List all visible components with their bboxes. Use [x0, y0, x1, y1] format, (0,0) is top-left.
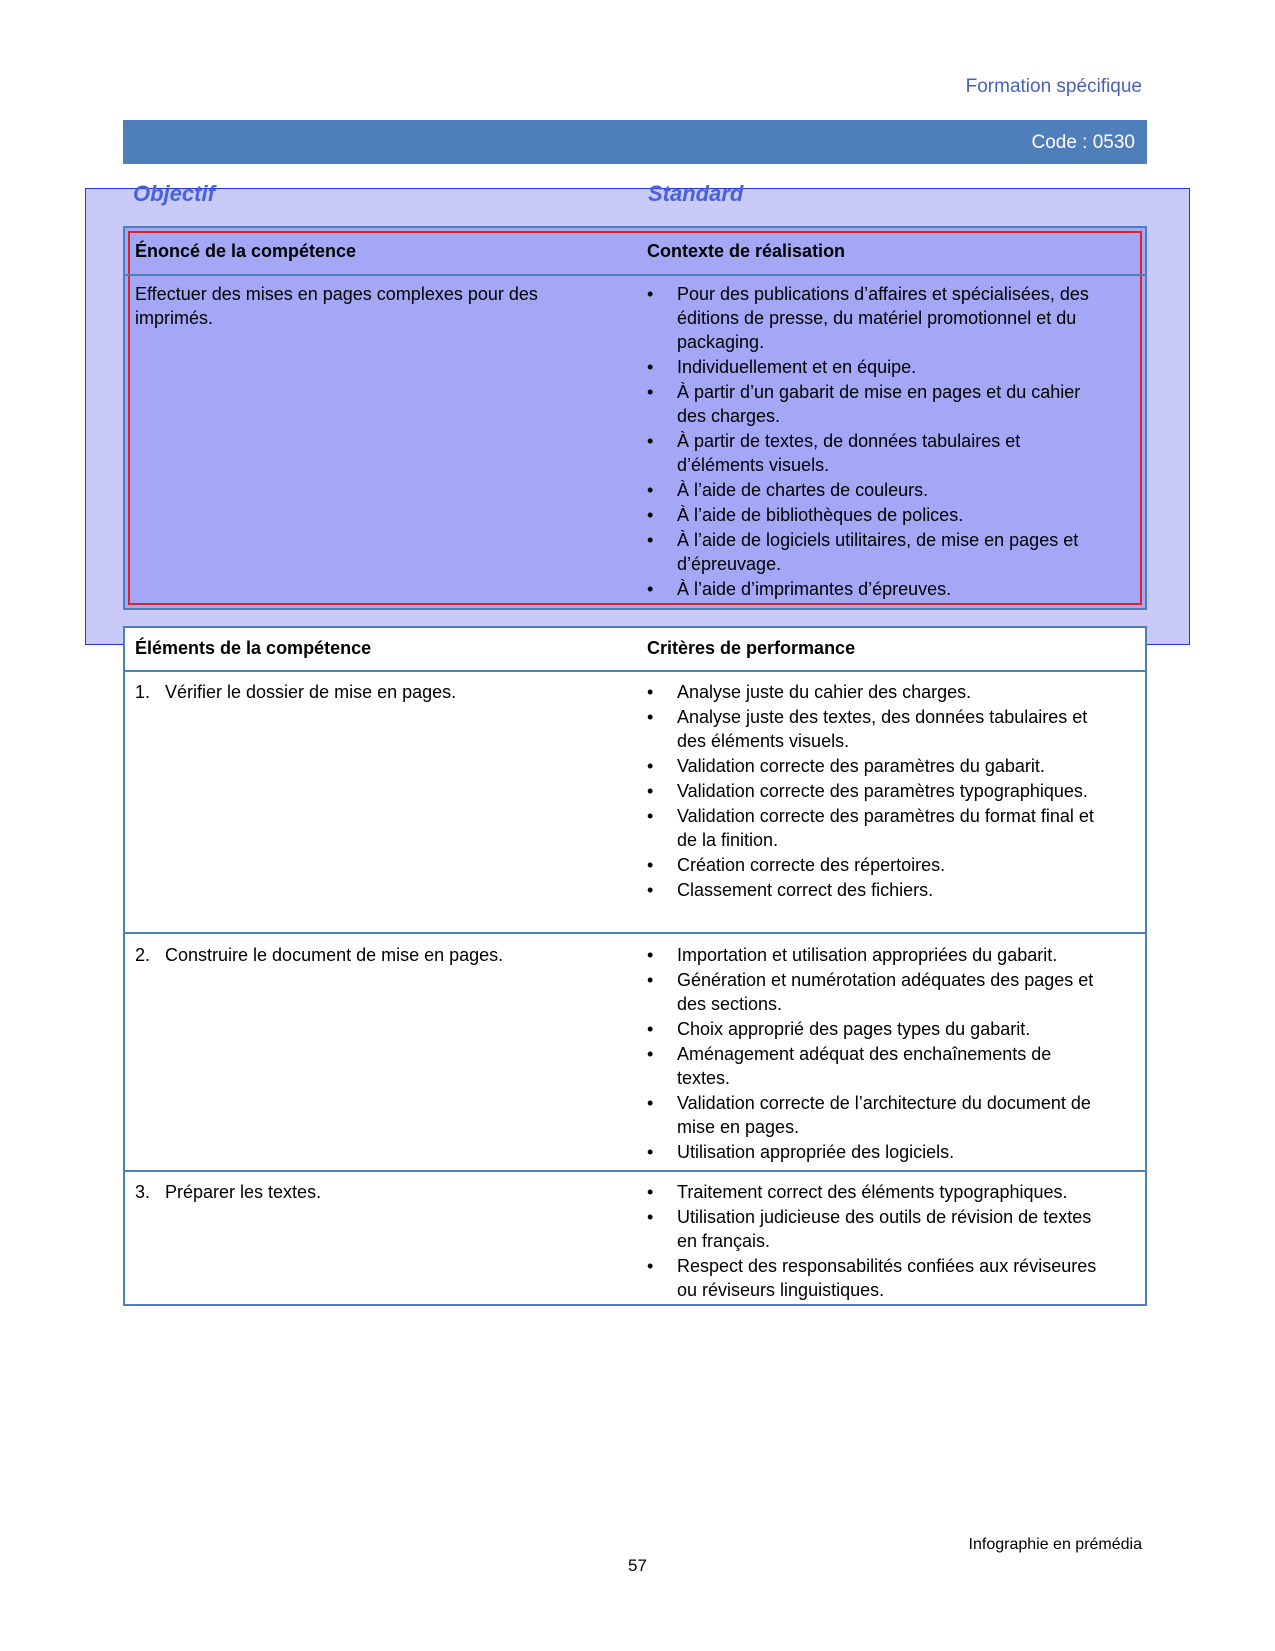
context-item: • Individuellement et en équipe.: [647, 355, 1107, 379]
criteria-list-1: [647, 680, 1107, 903]
criteria-item: • Génération et numérotation adéquates des pages et des sections.: [647, 968, 1107, 1016]
element-row-1: [135, 680, 615, 704]
competence-statement: Effectuer des mises en pages complexes pour des imprimés.: [135, 284, 538, 328]
criteria-item: • Analyse juste du cahier des charges.: [647, 680, 1107, 704]
criteria-item: • Analyse juste des textes, des données tabulaires et des éléments visuels.: [647, 705, 1107, 753]
criteria-list-2: [647, 943, 1107, 1165]
criteria-item: • Classement correct des fichiers.: [647, 878, 1107, 902]
heading-standard: Standard: [648, 181, 744, 206]
code-label: Code : 0530: [1031, 132, 1135, 153]
element-text: Vérifier le dossier de mise en pages.: [165, 682, 457, 702]
criteria-item: • Validation correcte de l’architecture du document de mise en pages.: [647, 1091, 1107, 1139]
col-header-criteres: Critères de performance: [647, 638, 856, 658]
criteria-item: • Utilisation judicieuse des outils de révision de textes en français.: [647, 1205, 1107, 1253]
heading-objectif: Objectif: [133, 181, 215, 206]
criteria-item: • Importation et utilisation appropriées du gabarit.: [647, 943, 1107, 967]
element-number: 3.: [135, 1182, 151, 1202]
criteria-item: • Respect des responsabilités confiées aux réviseures ou réviseurs linguistiques.: [647, 1254, 1107, 1302]
context-item: • Pour des publications d’affaires et spécialisées, des éditions de presse, du matériel promotionnel et du packaging.: [647, 282, 1107, 354]
header-divider: [125, 670, 1145, 672]
criteria-item: • Traitement correct des éléments typographiques.: [647, 1180, 1107, 1204]
row-divider: [125, 932, 1145, 934]
criteria-item: • Aménagement adéquat des enchaînements de textes.: [647, 1042, 1107, 1090]
header-divider: [125, 274, 1145, 276]
criteria-item: • Choix approprié des pages types du gabarit.: [647, 1017, 1107, 1041]
col-header-contexte: Contexte de réalisation: [647, 241, 846, 261]
footer-program: Infographie en prémédia: [968, 1536, 1142, 1553]
criteria-item: • Création correcte des répertoires.: [647, 853, 1107, 877]
criteria-item: • Utilisation appropriée des logiciels.: [647, 1140, 1107, 1164]
element-text: Construire le document de mise en pages.: [165, 945, 504, 965]
elements-table: [123, 626, 1147, 1306]
context-item: • À l’aide de bibliothèques de polices.: [647, 503, 1107, 527]
criteria-item: • Validation correcte des paramètres typographiques.: [647, 779, 1107, 803]
code-bar: [123, 120, 1147, 164]
criteria-list-3: [647, 1180, 1107, 1303]
element-text: Préparer les textes.: [165, 1182, 322, 1202]
context-item: • À partir d’un gabarit de mise en pages et du cahier des charges.: [647, 380, 1107, 428]
context-list: [647, 282, 1107, 602]
element-number: 1.: [135, 682, 151, 702]
context-item: • À l’aide de logiciels utilitaires, de mise en pages et d’épreuvage.: [647, 528, 1107, 576]
context-item: • À l’aide de chartes de couleurs.: [647, 478, 1107, 502]
element-row-3: [135, 1180, 615, 1204]
competence-table: [123, 226, 1147, 610]
context-item: • À partir de textes, de données tabulaires et d’éléments visuels.: [647, 429, 1107, 477]
criteria-item: • Validation correcte des paramètres du gabarit.: [647, 754, 1107, 778]
context-item: • À l’aide d’imprimantes d’épreuves.: [647, 577, 1107, 601]
page-number: 57: [628, 1556, 647, 1575]
element-number: 2.: [135, 945, 151, 965]
col-header-elements: Éléments de la compétence: [135, 638, 372, 658]
section-label: Formation spécifique: [965, 76, 1142, 97]
col-header-enonce: Énoncé de la compétence: [135, 241, 357, 261]
element-row-2: [135, 943, 615, 967]
row-divider: [125, 1170, 1145, 1172]
criteria-item: • Validation correcte des paramètres du format final et de la finition.: [647, 804, 1107, 852]
